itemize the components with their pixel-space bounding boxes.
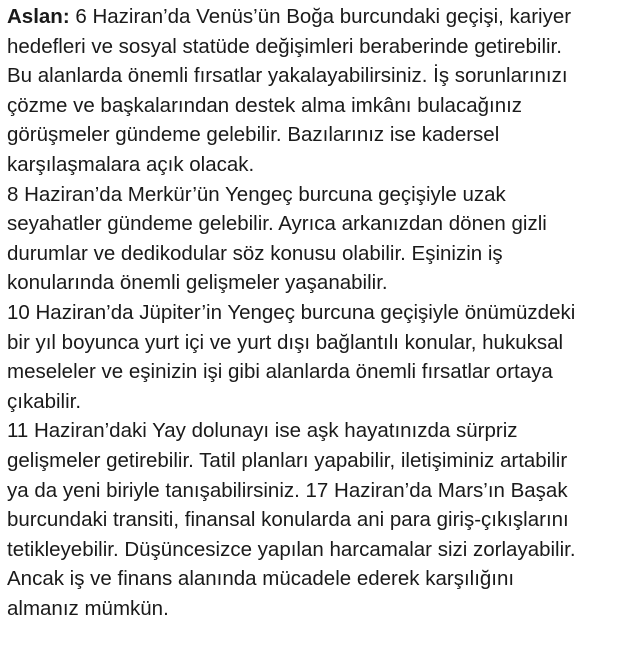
text-line: almanız mümkün. — [7, 596, 169, 620]
paragraph-jupiter — [7, 298, 619, 416]
paragraph-venus — [7, 2, 619, 180]
text-line: çözme ve başkalarından destek alma imkânı bulacağınız — [7, 93, 523, 117]
text-line: hedefleri ve sosyal statüde değişimleri beraberinde getirebilir. — [7, 34, 562, 58]
text-line: 10 Haziran’da Jüpiter’in Yengeç burcuna geçişiyle önümüzdeki — [7, 300, 576, 324]
text-line: Ancak iş ve finans alanında mücadele ederek karşılığını — [7, 567, 515, 591]
text-line: bir yıl boyunca yurt içi ve yurt dışı bağlantılı konular, hukuksal — [7, 330, 564, 354]
paragraph-mercury — [7, 180, 619, 298]
text-line: tetikleyebilir. Düşüncesizce yapılan harcamalar sizi zorlayabilir. — [7, 537, 576, 561]
text-line: gelişmeler getirebilir. Tatil planları yapabilir, iletişiminiz artabilir — [7, 448, 568, 472]
text-line — [7, 2, 619, 32]
text-line: görüşmeler gündeme gelebilir. Bazılarınız ise kadersel — [7, 123, 500, 147]
text-line: ya da yeni biriyle tanışabilirsiniz. 17 Haziran’da Mars’ın Başak — [7, 478, 568, 502]
heading-separator: : — [62, 5, 76, 28]
text-line: konularında önemli gelişmeler yaşanabilir. — [7, 271, 388, 295]
text-line: 11 Haziran’daki Yay dolunayı ise aşk hayatınızda sürpriz — [7, 419, 518, 443]
text-line: karşılaşmalara açık olacak. — [7, 152, 255, 176]
text-line: meseleler ve eşinizin işi gibi alanlarda önemli fırsatlar ortaya — [7, 360, 553, 384]
text-line: burcundaki transiti, finansal konularda ani para giriş-çıkışlarını — [7, 508, 569, 532]
text-line: 8 Haziran’da Merkür’ün Yengeç burcuna geçişiyle uzak — [7, 182, 506, 206]
text-line: durumlar ve dedikodular söz konusu olabilir. Eşinizin iş — [7, 241, 503, 265]
paragraph-full-moon — [7, 416, 619, 623]
text-line: seyahatler gündeme gelebilir. Ayrıca arkanızdan dönen gizli — [7, 212, 547, 236]
text-line: çıkabilir. — [7, 389, 82, 413]
sign-heading: Aslan — [7, 5, 63, 28]
first-line-text: 6 Haziran’da Venüs’ün Boğa burcundaki geçişi, kariyer — [75, 5, 572, 28]
text-line: Bu alanlarda önemli fırsatlar yakalayabilirsiniz. İş sorunlarınızı — [7, 64, 568, 88]
